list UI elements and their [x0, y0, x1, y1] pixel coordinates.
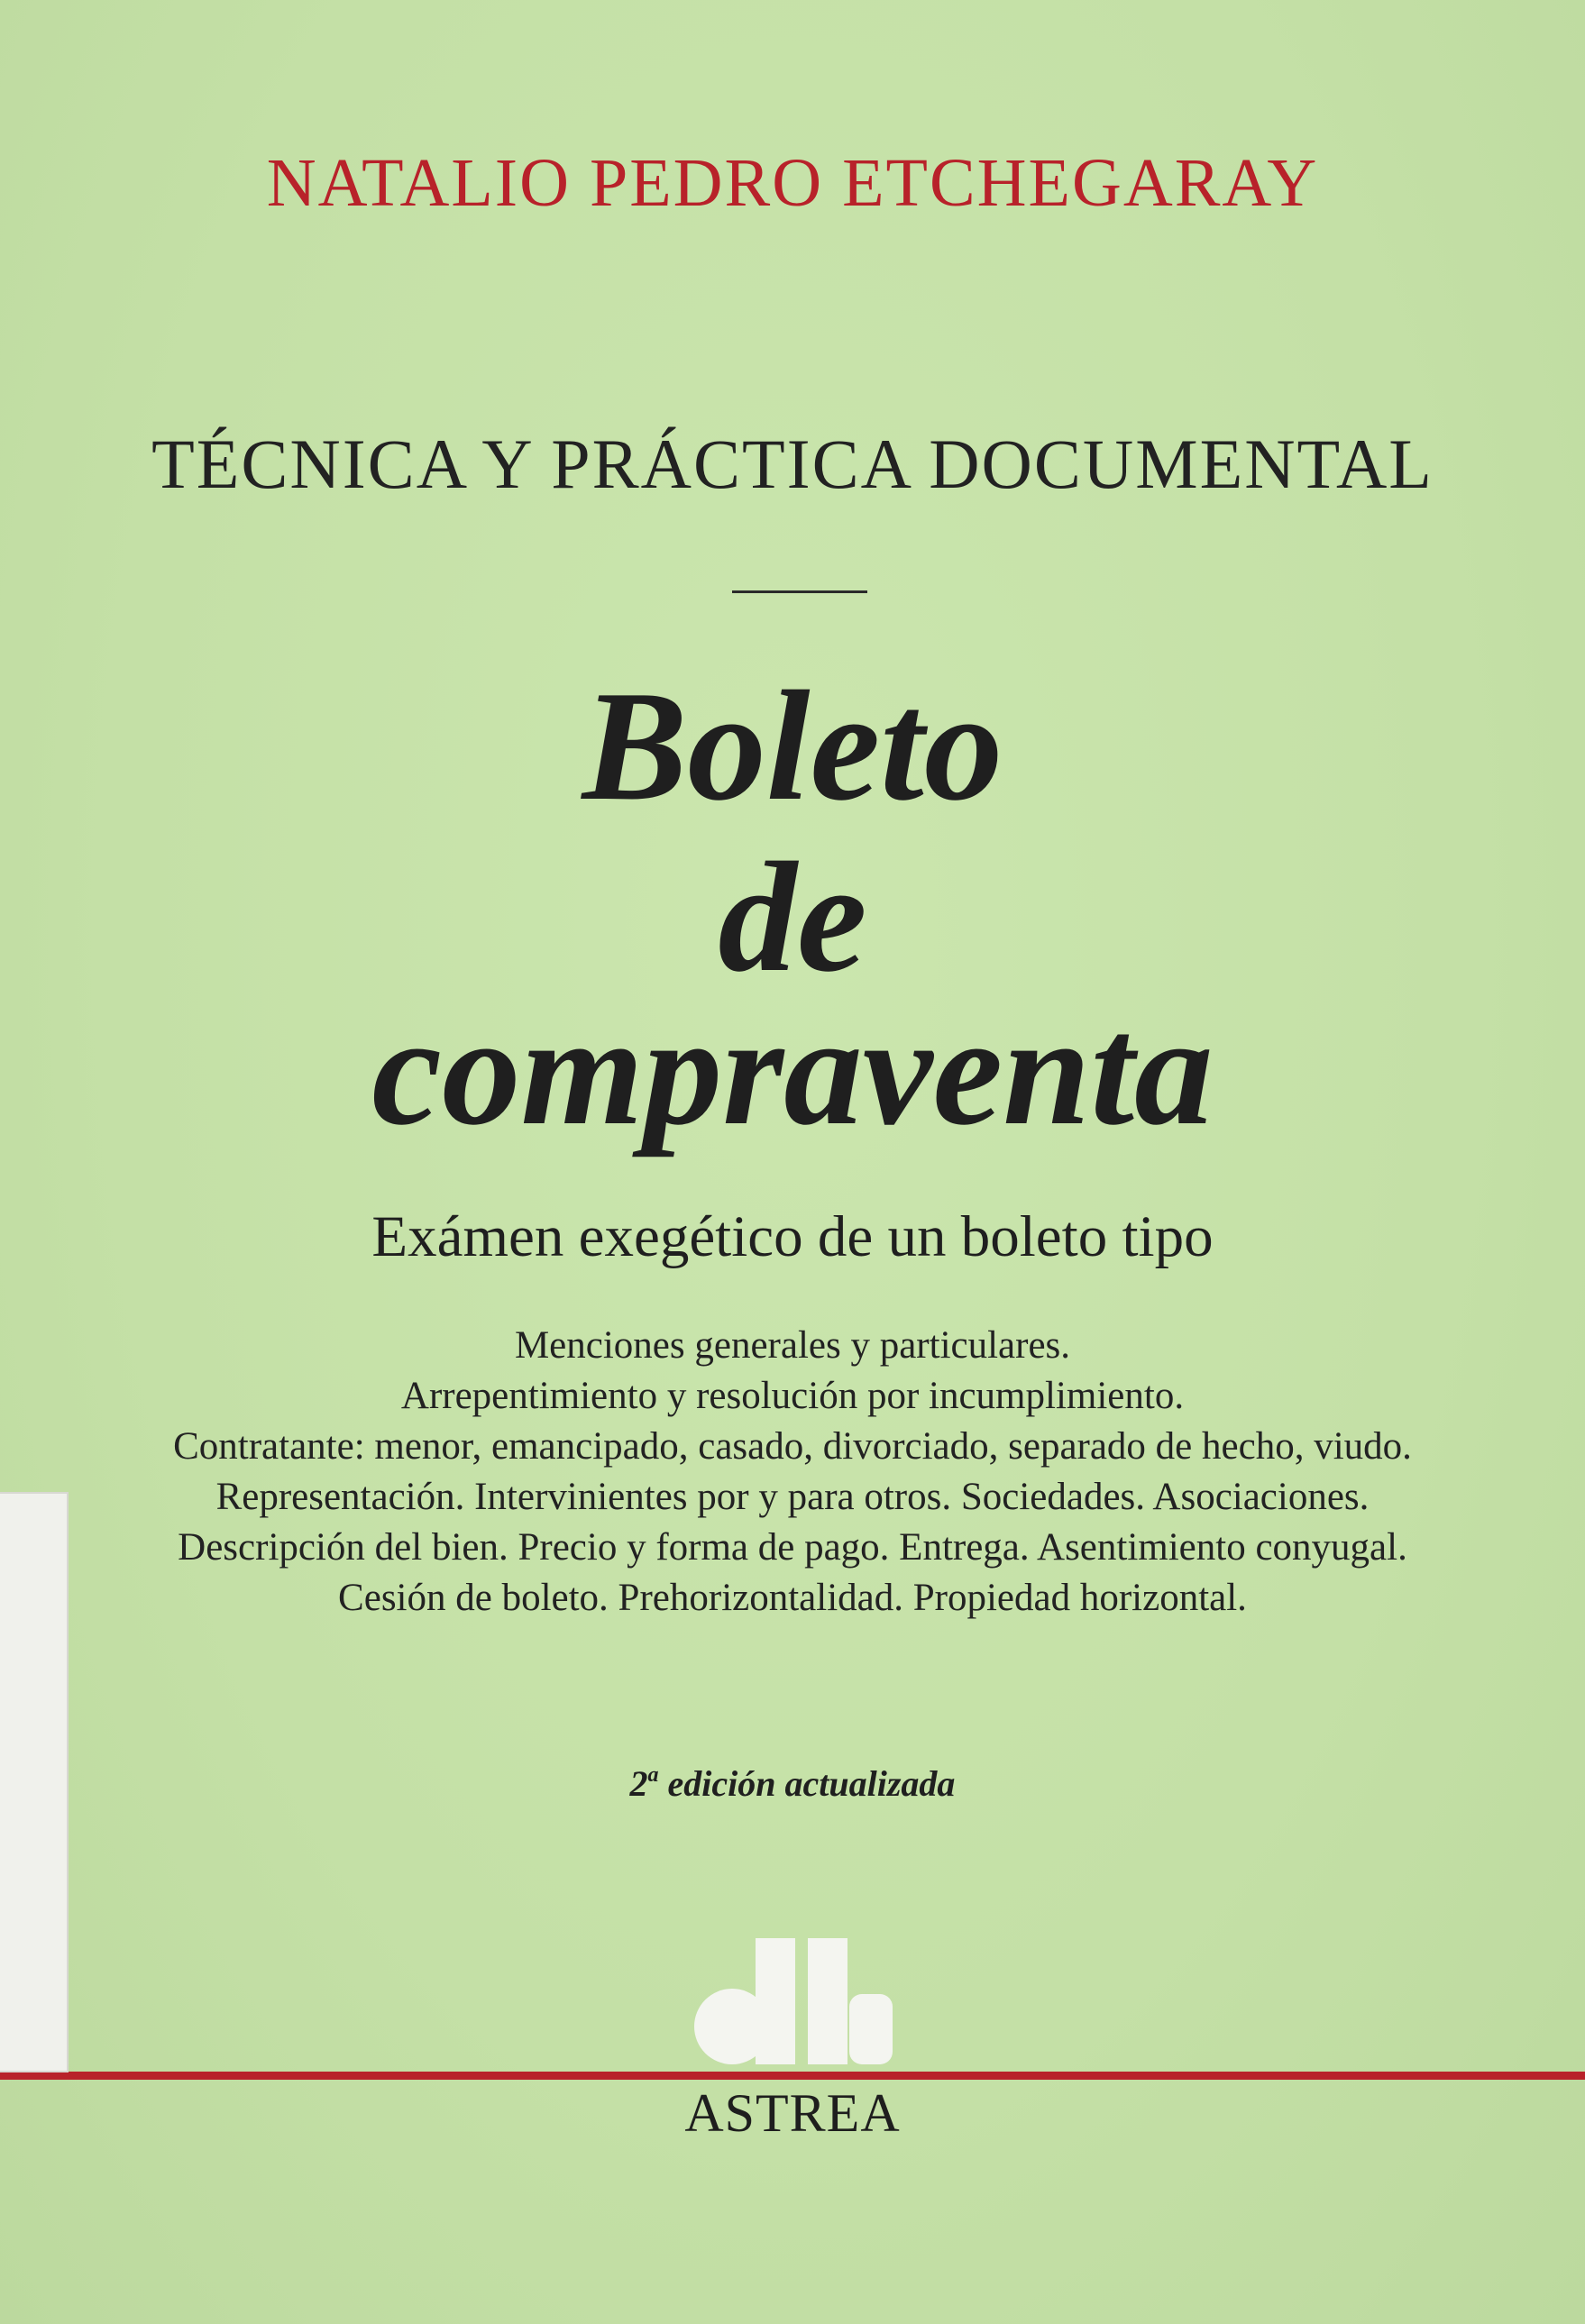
publisher-name: ASTREA — [684, 2083, 901, 2143]
topic-line: Menciones generales y particulares. — [514, 1324, 1071, 1367]
astrea-dh-logo-icon — [685, 1929, 920, 2064]
series-title: TÉCNICA Y PRÁCTICA DOCUMENTAL — [151, 425, 1434, 503]
red-rule — [0, 2072, 1585, 2080]
book-title-line-2: de — [718, 829, 867, 1004]
library-label-sticker — [0, 1492, 69, 2072]
edition-text: edición actualizada — [658, 1763, 956, 1804]
edition-note — [0, 1762, 1585, 1805]
book-title-line-1: Boleto — [582, 658, 1003, 833]
book-title-line-3: compraventa — [371, 983, 1214, 1157]
topic-line: Contratante: menor, emancipado, casado, divorciado, separado de hecho, viudo. — [173, 1425, 1412, 1468]
topic-line: Cesión de boleto. Prehorizontalidad. Propiedad horizontal. — [338, 1577, 1247, 1619]
topic-line: Representación. Intervinientes por y para otros. Sociedades. Asociaciones. — [215, 1476, 1370, 1518]
topic-line: Arrepentimiento y resolución por incumplimiento. — [400, 1375, 1185, 1417]
book-subtitle: Exámen exegético de un boleto tipo — [371, 1204, 1214, 1269]
topics-list — [0, 1321, 1585, 1624]
title-divider — [732, 590, 867, 593]
author-name: NATALIO PEDRO ETCHEGARAY — [266, 145, 1319, 221]
edition-ordinal: a — [647, 1763, 659, 1787]
topic-line: Descripción del bien. Precio y forma de pago. Entrega. Asentimiento conyugal. — [178, 1526, 1407, 1569]
edition-number: 2 — [629, 1763, 648, 1804]
